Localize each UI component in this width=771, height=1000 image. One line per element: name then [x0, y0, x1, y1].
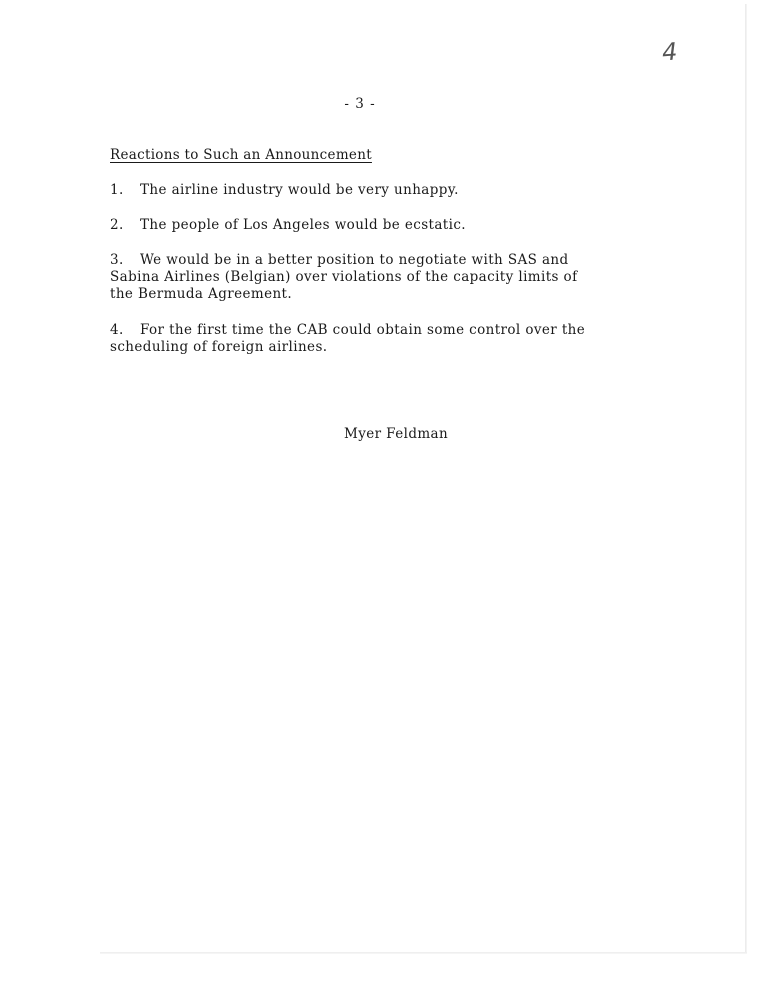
list-item: [110, 182, 630, 199]
list-item: [110, 322, 630, 356]
list-item-text: The airline industry would be very unhappy.: [140, 182, 459, 198]
list-item-number: 1.: [110, 182, 124, 198]
handwritten-page-mark: 4: [661, 37, 679, 67]
list-item-number: 3.: [110, 252, 124, 268]
list-item: [110, 217, 630, 234]
section-heading: Reactions to Such an Announcement: [110, 147, 372, 163]
paper-edge-right: [745, 4, 747, 954]
list-item-text: For the first time the CAB could obtain some control over the: [140, 322, 586, 338]
list-item-text-continued: scheduling of foreign airlines.: [110, 339, 328, 355]
list-item-text: The people of Los Angeles would be ecstatic.: [140, 217, 467, 233]
paper-edge-bottom: [100, 952, 747, 954]
list-item: [110, 252, 630, 303]
page-number: - 3 -: [344, 96, 376, 112]
list-item-text: We would be in a better position to negotiate with SAS and: [140, 252, 569, 268]
signature: Myer Feldman: [344, 426, 449, 442]
list-item-number: 4.: [110, 322, 124, 338]
list-item-text-continued: Sabina Airlines (Belgian) over violations of the capacity limits of: [110, 269, 578, 285]
list-item-text-continued: the Bermuda Agreement.: [110, 286, 293, 302]
list-item-number: 2.: [110, 217, 124, 233]
